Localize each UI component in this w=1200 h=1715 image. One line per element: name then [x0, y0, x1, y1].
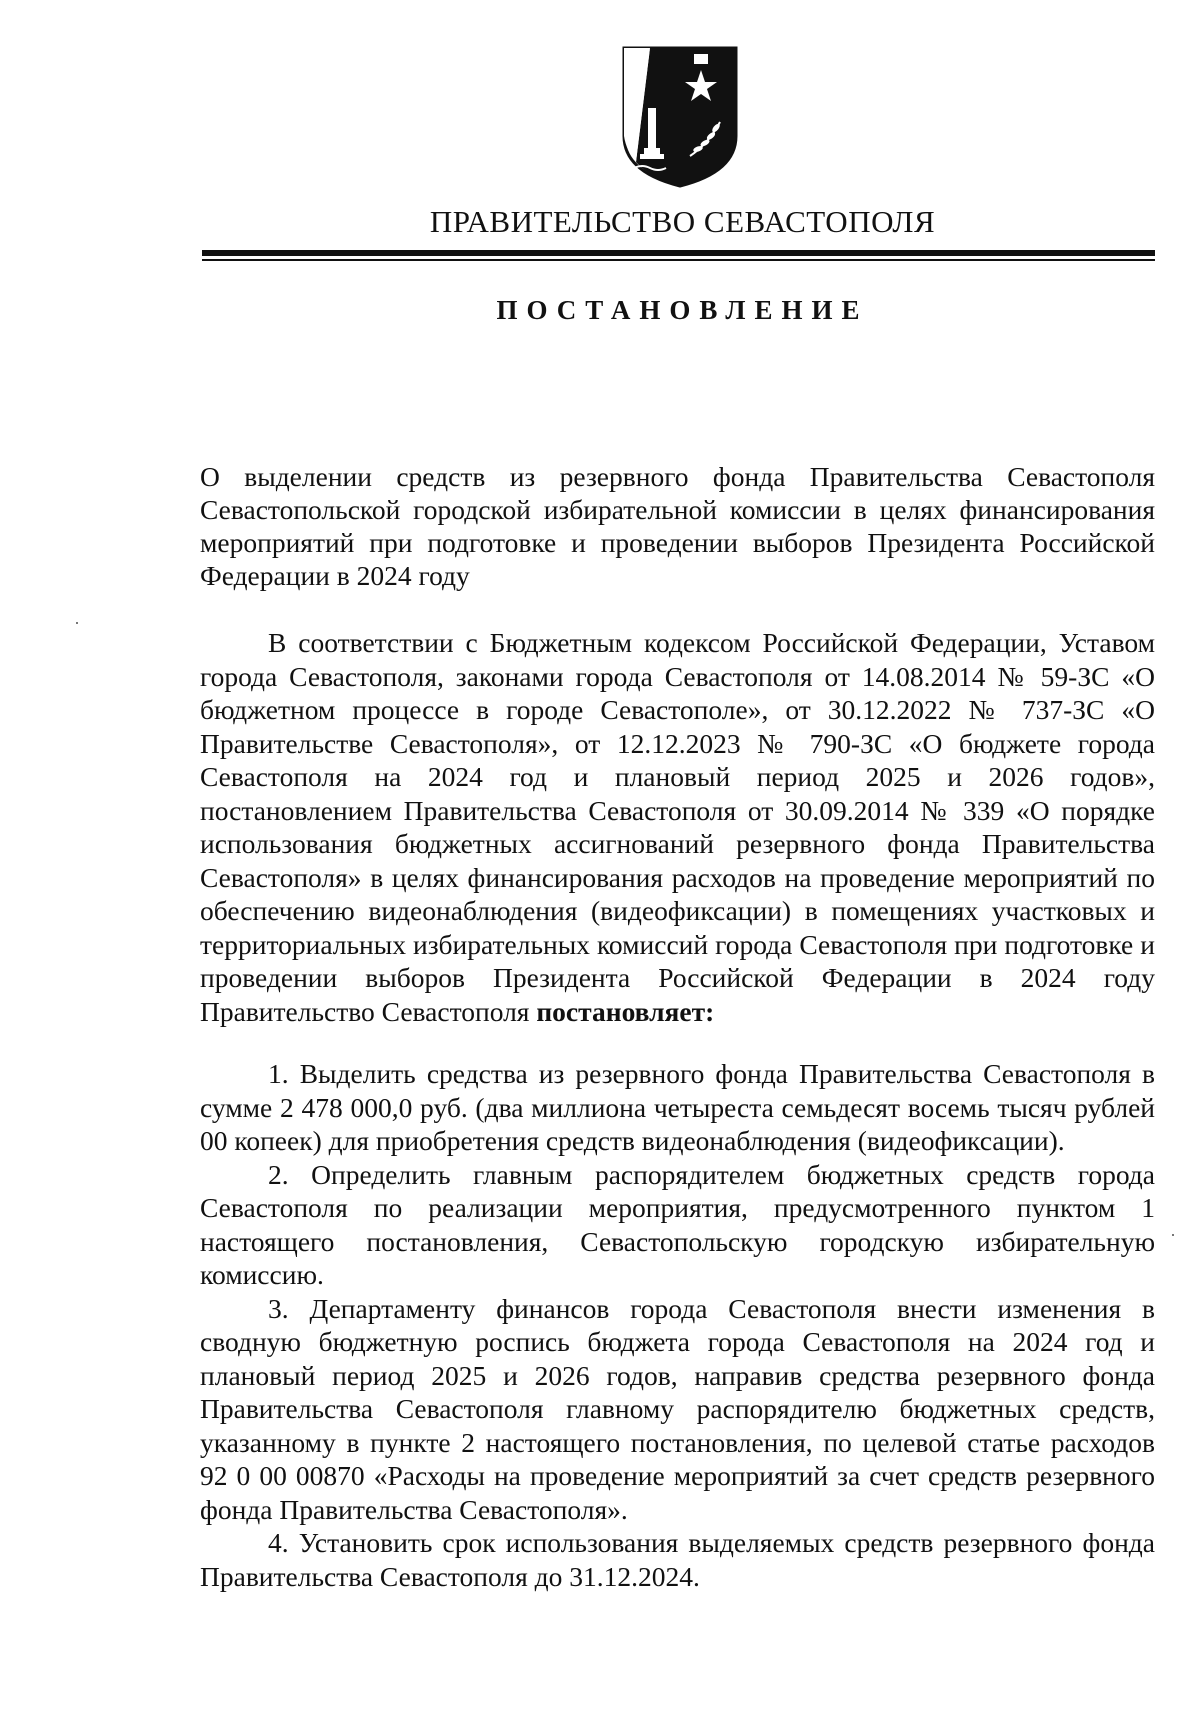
organization-title: ПРАВИТЕЛЬСТВО СЕВАСТОПОЛЯ [429, 204, 936, 239]
coat-of-arms-emblem [620, 44, 740, 190]
header-rule-thin [202, 259, 1155, 261]
decree-point-3: 3. Департаменту финансов города Севастополя внести изменения в сводную бюджетную роспись бюджета города Севастополя на 2024 год и плановый период 2025 и 2026 годов, направив средства резервного фонда Правительства Севастополя главному распорядителю бюджетных средств, указанному в пункте 2 настоящего постановления, по целевой статье расходов 92 0 00 00870 «Расходы на проведение мероприятий за счет средств резервного фонда Правительства Севастополя». [200, 1292, 1155, 1525]
document-type-heading: ПОСТАНОВЛЕНИЕ [496, 295, 869, 325]
scan-speck [76, 622, 78, 624]
document-subject: О выделении средств из резервного фонда Правительства Севастополя Севастопольской городской избирательной комиссии в целях финансирования мероприятий при подготовке и проведении выборов Президента Российской Федерации в 2024 году [200, 461, 1155, 591]
decree-point-4: 4. Установить срок использования выделяемых средств резервного фонда Правительства Севастополя до 31.12.2024. [200, 1527, 1155, 1592]
scan-speck [1172, 1234, 1174, 1236]
decree-points [200, 1057, 1155, 1593]
preamble-text: В соответствии с Бюджетным кодексом Российской Федерации, Уставом города Севастополя, законами города Севастополя от 14.08.2014 № 59-ЗС «О бюджетном процессе в городе Севастополе», от 30.12.2022 № 737-ЗС «О Правительстве Севастополя», от 12.12.2023 № 790-ЗС «О бюджете города Севастополя на 2024 год и плановый период 2025 и 2026 годов», постановлением Правительства Севастополя от 30.09.2014 № 339 «О порядке использования бюджетных ассигнований резервного фонда Правительства Севастополя» в целях финансирования расходов на проведение мероприятий по обеспечению видеонаблюдения (видеофиксации) в помещениях участковых и территориальных избирательных комиссий города Севастополя при подготовке и проведении выборов Президента Российской Федерации в 2024 году Правительство Севастополя [200, 627, 1155, 1027]
preamble-paragraph [200, 626, 1155, 1028]
decree-word: постановляет: [536, 995, 715, 1027]
decree-point-2: 2. Определить главным распорядителем бюджетных средств города Севастополя по реализации мероприятия, предусмотренного пунктом 1 настоящего постановления, Севастопольскую городскую избирательную комиссию. [200, 1158, 1155, 1290]
header-rule-thick [202, 250, 1155, 256]
decree-point-1: 1. Выделить средства из резервного фонда Правительства Севастополя в сумме 2 478 000,0 руб. (два миллиона четыреста семьдесят восемь тысяч рублей 00 копеек) для приобретения средств видеонаблюдения (видеофиксации). [200, 1058, 1155, 1156]
